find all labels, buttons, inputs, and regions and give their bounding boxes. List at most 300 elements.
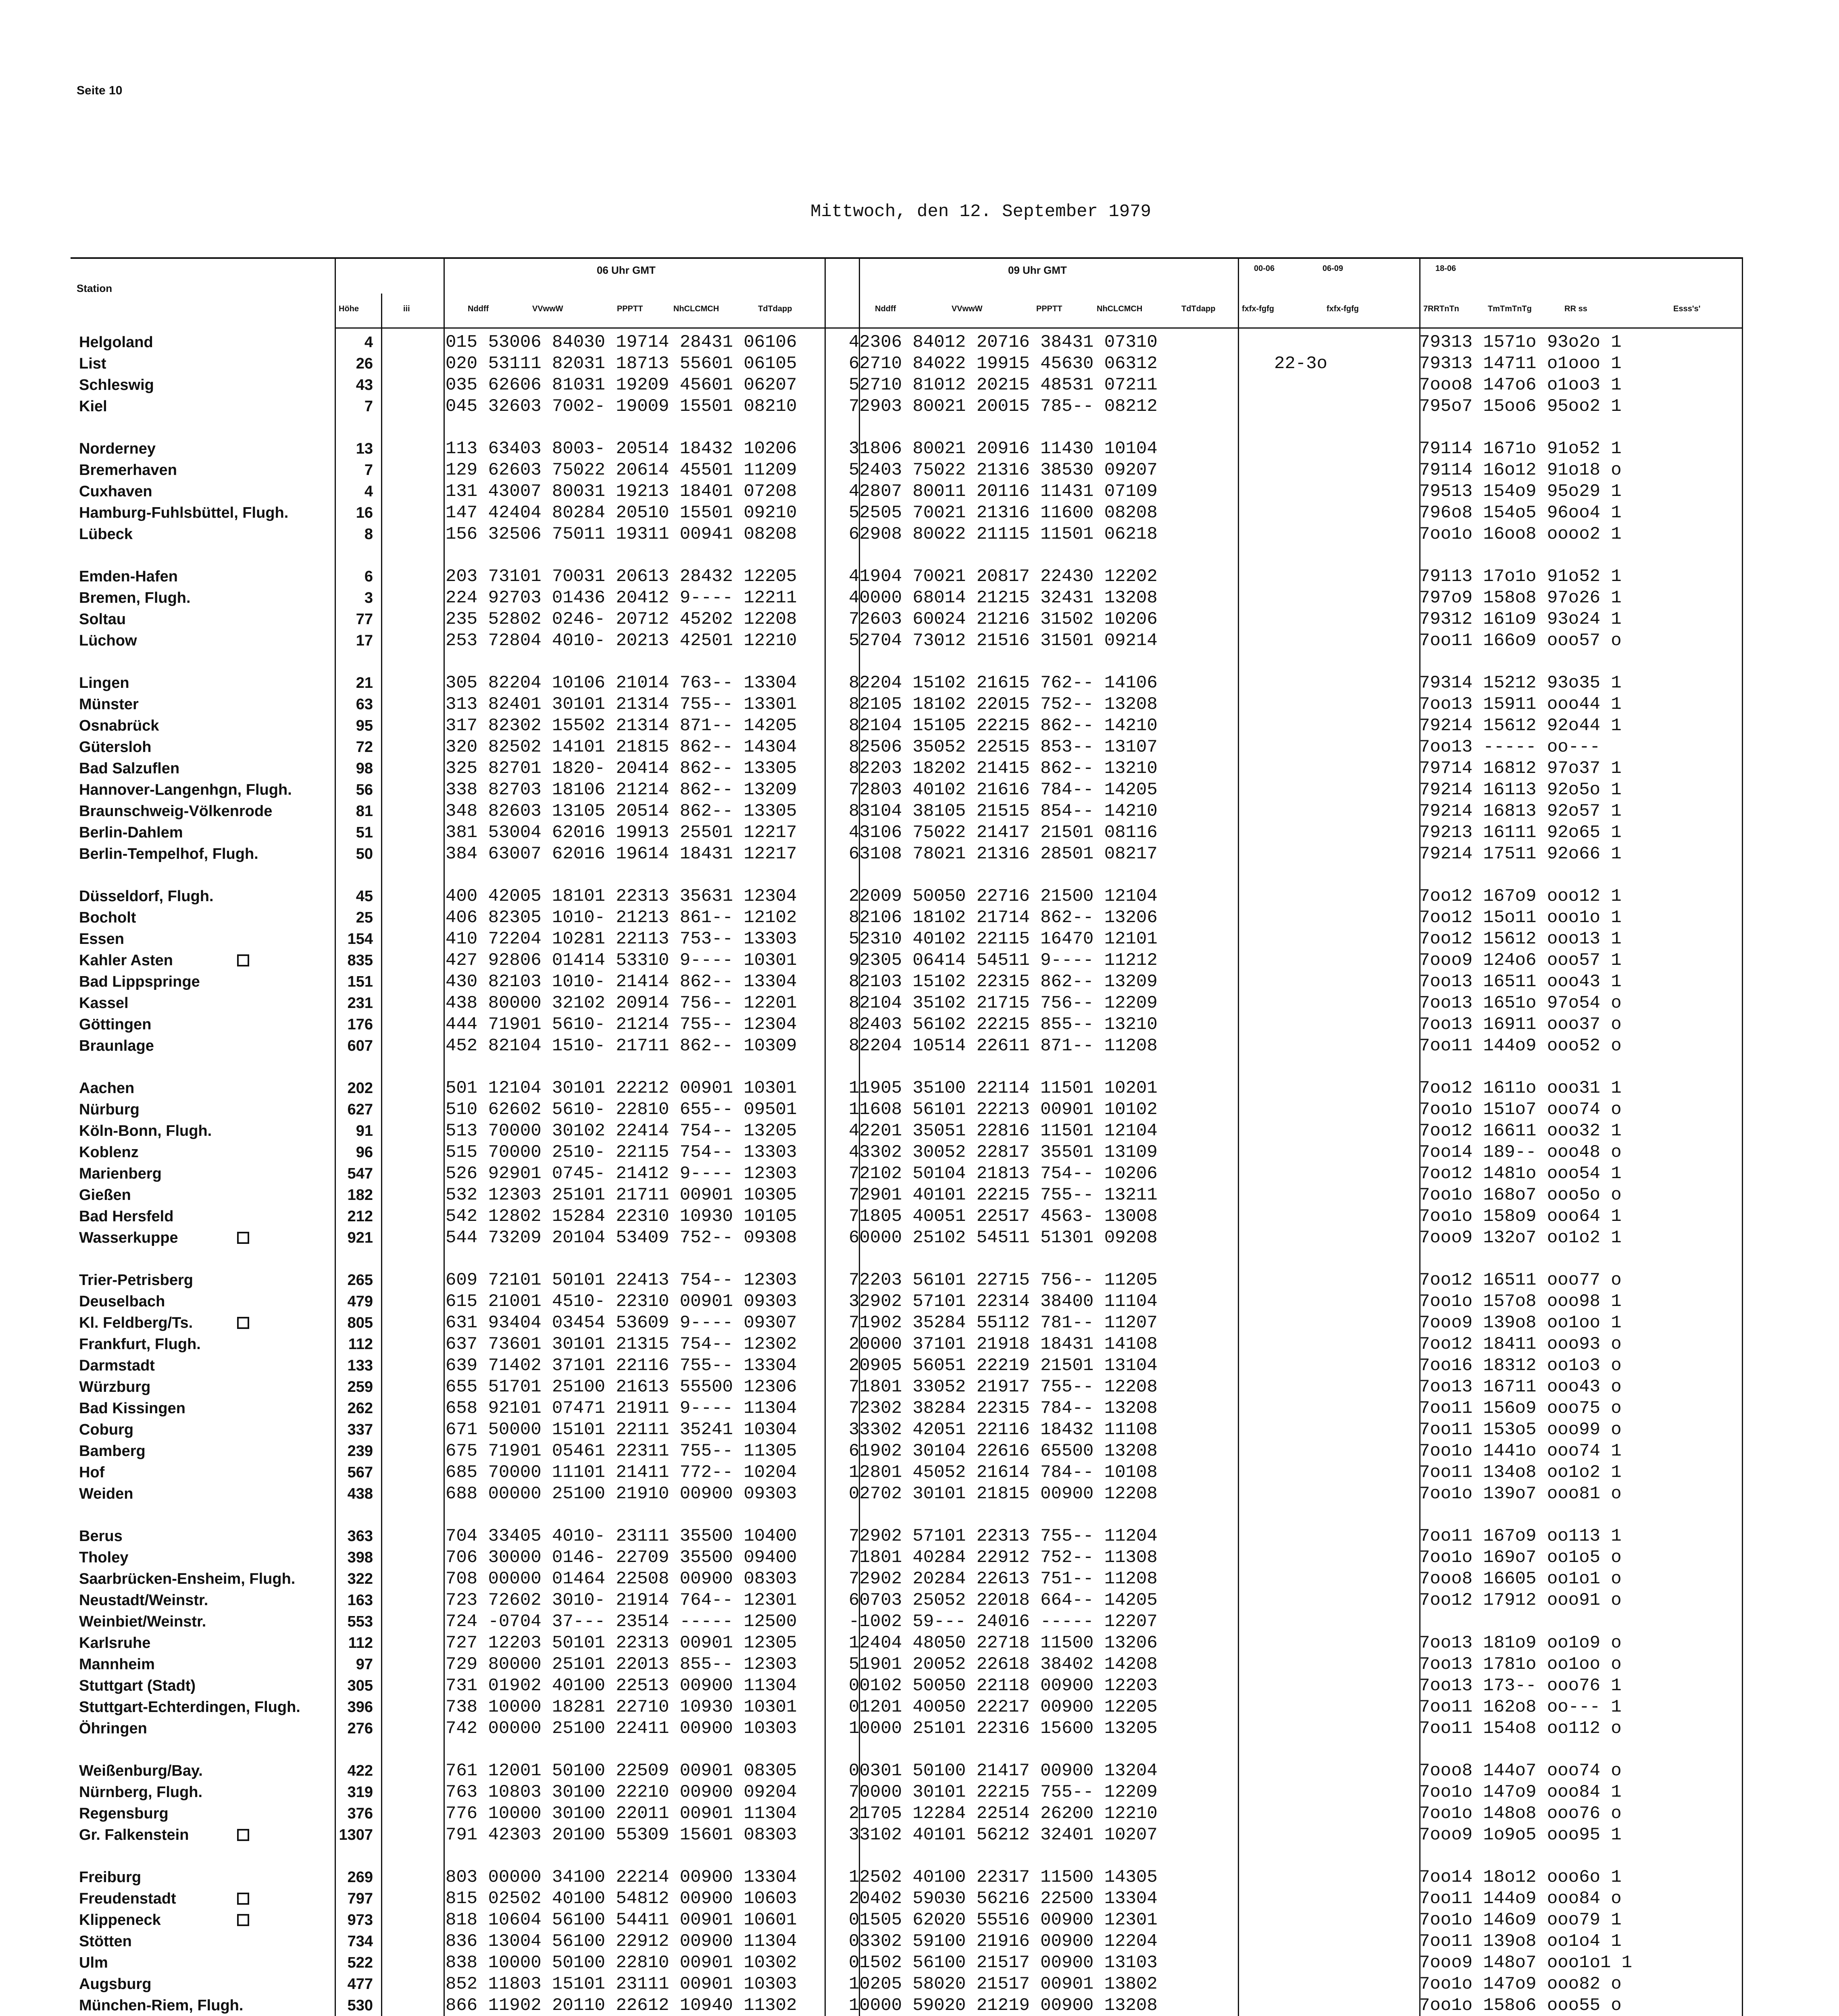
obs-06utc: 724 -0704 37--- 23514 ----- 12500	[446, 1612, 797, 1632]
station-name: Frankfurt, Flugh.	[79, 1336, 201, 1353]
station-height: 151	[347, 973, 373, 990]
station-height: 1307	[339, 1826, 373, 1843]
obs-09utc: 02702 30101 21815 00900 12208	[849, 1484, 1158, 1504]
obs-09utc: 00301 50100 21417 00900 13204	[849, 1761, 1158, 1781]
obs-09utc: 60000 25102 54511 51301 09208	[849, 1228, 1158, 1248]
obs-06utc: 203 73101 70031 20613 28432 12205	[446, 566, 797, 587]
obs-09utc: 71801 40284 22912 752-- 11308	[849, 1547, 1158, 1568]
station-height: 973	[347, 1912, 373, 1929]
station-name: Düsseldorf, Flugh.	[79, 888, 214, 905]
station-height: 567	[347, 1464, 373, 1481]
obs-09utc: 52505 70021 21316 11600 08208	[849, 503, 1158, 523]
obs-06utc: 658 92101 07471 21911 9---- 11304	[446, 1398, 797, 1418]
obs-09utc: 01201 40050 22217 00900 12205	[849, 1697, 1158, 1717]
header-block-09: 09 Uhr GMT	[1008, 264, 1067, 276]
temp-precip-1806: 7oo12 16611 ooo32 1	[1419, 1121, 1622, 1141]
table-row	[0, 1803, 1839, 1824]
station-height: 51	[356, 824, 373, 841]
obs-09utc: -1002 59--- 24016 ----- 12207	[849, 1612, 1158, 1632]
obs-06utc: 400 42005 18101 22313 35631 12304	[446, 886, 797, 906]
gust-max: 22-3o	[1274, 354, 1328, 374]
temp-precip-1806: 7oo12 15o11 ooo1o 1	[1419, 908, 1622, 928]
temp-precip-1806: 79313 14711 o1ooo 1	[1419, 354, 1622, 374]
obs-09utc: 11608 56101 22213 00901 10102	[849, 1100, 1158, 1120]
obs-09utc: 10000 59020 21219 00900 13208	[849, 1995, 1158, 2016]
temp-precip-1806: 7oo1o 157o8 ooo98 1	[1419, 1291, 1622, 1312]
obs-09utc: 82104 15105 22215 862-- 14210	[849, 716, 1158, 736]
table-row	[0, 1141, 1839, 1163]
station-height: 72	[356, 739, 373, 756]
temp-precip-1806: 79113 17o1o 91o52 1	[1419, 566, 1622, 587]
station-height: 8	[364, 526, 373, 543]
obs-06utc: 235 52802 0246- 20712 45202 12208	[446, 609, 797, 629]
table-row	[0, 1696, 1839, 1718]
station-height: 45	[356, 888, 373, 905]
obs-09utc: 82204 15102 21615 762-- 14106	[849, 673, 1158, 693]
header-block-06: 06 Uhr GMT	[597, 264, 656, 276]
station-name: Öhringen	[79, 1720, 147, 1737]
obs-09utc: 42201 35051 22816 11501 12104	[849, 1121, 1158, 1141]
obs-06utc: 501 12104 30101 22212 00901 10301	[446, 1078, 797, 1098]
obs-06utc: 675 71901 05461 22311 755-- 11305	[446, 1441, 797, 1461]
table-row	[0, 1931, 1839, 1952]
obs-06utc: 818 10604 56100 54411 00901 10601	[446, 1910, 797, 1930]
obs-06utc: 836 13004 56100 22912 00900 11304	[446, 1931, 797, 1951]
header-hoehe: Höhe	[339, 304, 359, 313]
table-row	[0, 1077, 1839, 1099]
obs-06utc: 513 70000 30102 22414 754-- 13205	[446, 1121, 797, 1141]
station-name: Schleswig	[79, 377, 154, 394]
obs-06utc: 742 00000 25100 22411 00900 10303	[446, 1718, 797, 1739]
station-name: Osnabrück	[79, 717, 159, 734]
temp-precip-1806: 7oo12 1611o ooo31 1	[1419, 1078, 1622, 1098]
obs-09utc: 72803 40102 21616 784-- 14205	[849, 780, 1158, 800]
station-height: 50	[356, 846, 373, 862]
station-height: 56	[356, 781, 373, 798]
station-height: 25	[356, 909, 373, 926]
station-height: 422	[347, 1762, 373, 1779]
temp-precip-1806: 79214 15612 92o44 1	[1419, 716, 1622, 736]
obs-06utc: 406 82305 1010- 21213 861-- 12102	[446, 908, 797, 928]
obs-06utc: 532 12303 25101 21711 00901 10305	[446, 1185, 797, 1205]
station-name: Bad Salzuflen	[79, 760, 180, 777]
temp-precip-1806: 79114 16o12 91o18 o	[1419, 460, 1622, 480]
station-height: 176	[347, 1016, 373, 1033]
header-sub-6: Esss's'	[1673, 304, 1701, 313]
obs-06utc: 671 50000 15101 22111 35241 10304	[446, 1420, 797, 1440]
station-height: 319	[347, 1784, 373, 1801]
table-row	[0, 1440, 1839, 1462]
obs-06utc: 708 00000 01464 22508 00900 08303	[446, 1569, 797, 1589]
obs-09utc: 62908 80022 21115 11501 06218	[849, 524, 1158, 544]
table-row	[0, 1589, 1839, 1611]
obs-06utc: 224 92703 01436 20412 9---- 12211	[446, 588, 797, 608]
station-name: Nürburg	[79, 1101, 140, 1118]
temp-precip-1806: 7oo12 17912 ooo91 o	[1419, 1590, 1622, 1610]
temp-precip-1806: 7oo11 162o8 oo--- 1	[1419, 1697, 1622, 1717]
station-height: 269	[347, 1869, 373, 1886]
temp-precip-1806: 7oo1o 147o9 ooo82 o	[1419, 1974, 1622, 1994]
table-row	[0, 1654, 1839, 1675]
temp-precip-1806: 79213 16111 92o65 1	[1419, 823, 1622, 843]
obs-06utc: 639 71402 37101 22116 755-- 13304	[446, 1356, 797, 1376]
obs-09utc: 52403 75022 21316 38530 09207	[849, 460, 1158, 480]
table-row	[0, 523, 1839, 545]
station-height: 212	[347, 1208, 373, 1225]
table-row	[0, 1376, 1839, 1398]
station-name: Berlin-Dahlem	[79, 824, 183, 841]
obs-06utc: 704 33405 4010- 23111 35500 10400	[446, 1526, 797, 1546]
temp-precip-1806: 7oo13 1651o 97o54 o	[1419, 993, 1622, 1013]
station-name: Kahler Asten	[79, 952, 173, 969]
station-name: Lübeck	[79, 526, 133, 543]
station-height: 95	[356, 717, 373, 734]
table-row	[0, 1333, 1839, 1355]
header-iii: iii	[403, 304, 410, 313]
station-name: Hannover-Langenhgn, Flugh.	[79, 781, 292, 798]
obs-09utc: 00102 50050 22118 00900 12203	[849, 1676, 1158, 1696]
temp-precip-1806: 7oo1o 158o6 ooo55 o	[1419, 1995, 1622, 2016]
header-0006: 00-06	[1254, 264, 1275, 273]
temp-precip-1806: 7oo1o 158o9 ooo64 1	[1419, 1206, 1622, 1227]
station-name: Lüchow	[79, 632, 137, 649]
station-name: Münster	[79, 696, 139, 713]
obs-09utc: 22009 50050 22716 21500 12104	[849, 886, 1158, 906]
temp-precip-1806: 796o8 154o5 96oo4 1	[1419, 503, 1622, 523]
station-name: Regensburg	[79, 1805, 169, 1822]
table-row	[0, 907, 1839, 929]
temp-precip-1806: 7oo13 16511 ooo43 1	[1419, 972, 1622, 992]
obs-09utc: 43302 30052 22817 35501 13109	[849, 1142, 1158, 1162]
table-row	[0, 822, 1839, 843]
obs-06utc: 313 82401 30101 21314 755-- 13301	[446, 694, 797, 714]
obs-09utc: 82403 56102 22215 855-- 13210	[849, 1014, 1158, 1035]
table-row	[0, 928, 1839, 950]
table-row	[0, 1866, 1839, 1888]
obs-06utc: 020 53111 82031 18713 55601 06105	[446, 354, 797, 374]
station-height: 96	[356, 1144, 373, 1161]
table-row	[0, 1483, 1839, 1505]
mountain-station-square-icon	[237, 1914, 249, 1926]
temp-precip-1806: 79313 1571o 93o2o 1	[1419, 332, 1622, 352]
obs-06utc: 510 62602 5610- 22810 655-- 09501	[446, 1100, 797, 1120]
station-height: 7	[364, 398, 373, 415]
station-height: 477	[347, 1976, 373, 1993]
obs-09utc: 10000 25101 22316 15600 13205	[849, 1718, 1158, 1739]
table-row	[0, 1909, 1839, 1931]
station-height: 21	[356, 675, 373, 691]
obs-09utc: 03302 59100 21916 00900 12204	[849, 1931, 1158, 1951]
obs-09utc: 11905 35100 22114 11501 10201	[849, 1078, 1158, 1098]
table-row	[0, 1547, 1839, 1568]
station-name: Neustadt/Weinstr.	[79, 1592, 208, 1609]
header-09-nddff: Nddff	[875, 304, 896, 313]
temp-precip-1806: 79714 16812 97o37 1	[1419, 758, 1622, 779]
table-row	[0, 672, 1839, 694]
obs-09utc: 32902 57101 22314 38400 11104	[849, 1291, 1158, 1312]
station-height: 133	[347, 1357, 373, 1374]
station-name: Gütersloh	[79, 739, 152, 756]
obs-06utc: 384 63007 62016 19614 18431 12217	[446, 844, 797, 864]
header-1806: 18-06	[1435, 264, 1456, 273]
station-height: 3	[364, 589, 373, 606]
station-height: 276	[347, 1720, 373, 1737]
table-row	[0, 331, 1839, 353]
station-height: 13	[356, 440, 373, 457]
station-name: Marienberg	[79, 1165, 162, 1182]
table-row	[0, 715, 1839, 737]
header-06-ppptt: PPPTT	[617, 304, 643, 313]
obs-09utc: 92305 06414 54511 9---- 11212	[849, 950, 1158, 971]
temp-precip-1806: 7oo11 139o8 oo1o4 1	[1419, 1931, 1622, 1951]
obs-06utc: 776 10000 30100 22011 00901 11304	[446, 1804, 797, 1824]
station-name: Karlsruhe	[79, 1635, 151, 1652]
obs-06utc: 738 10000 18281 22710 10930 10301	[446, 1697, 797, 1717]
station-height: 26	[356, 355, 373, 372]
header-06-vvwww: VVwwW	[532, 304, 563, 313]
station-name: Würzburg	[79, 1379, 151, 1395]
temp-precip-1806: 7oo11 166o9 ooo57 o	[1419, 631, 1622, 651]
obs-09utc: 31806 80021 20916 11430 10104	[849, 439, 1158, 459]
station-name: Essen	[79, 931, 124, 948]
obs-09utc: 20402 59030 56216 22500 13304	[849, 1889, 1158, 1909]
table-row	[0, 502, 1839, 524]
table-row	[0, 1014, 1839, 1035]
table-row	[0, 1120, 1839, 1142]
temp-precip-1806: 7ooo9 148o7 ooo1o1 1	[1419, 1953, 1633, 1973]
obs-09utc: 33102 40101 56212 32401 10207	[849, 1825, 1158, 1845]
temp-precip-1806: 7oo1o 147o9 ooo84 1	[1419, 1782, 1622, 1802]
obs-06utc: 427 92806 01414 53310 9---- 10301	[446, 950, 797, 971]
obs-09utc: 01505 62020 55516 00900 12301	[849, 1910, 1158, 1930]
mountain-station-square-icon	[237, 1893, 249, 1905]
temp-precip-1806: 7oo11 144o9 ooo84 o	[1419, 1889, 1622, 1909]
station-name: Stötten	[79, 1933, 132, 1950]
station-height: 17	[356, 632, 373, 649]
station-height: 805	[347, 1314, 373, 1331]
table-row	[0, 1611, 1839, 1633]
station-name: Weinbiet/Weinstr.	[79, 1613, 206, 1630]
station-name: Nürnberg, Flugh.	[79, 1784, 203, 1801]
temp-precip-1806: 7oo1o 146o9 ooo79 1	[1419, 1910, 1622, 1930]
station-name: Braunlage	[79, 1037, 154, 1054]
temp-precip-1806: 79513 154o9 95o29 1	[1419, 481, 1622, 502]
obs-06utc: 688 00000 25100 21910 00900 09303	[446, 1484, 797, 1504]
table-row	[0, 566, 1839, 587]
temp-precip-1806: 7oo12 167o9 ooo12 1	[1419, 886, 1622, 906]
table-row	[0, 1525, 1839, 1547]
obs-06utc: 838 10000 50100 22810 00901 10302	[446, 1953, 797, 1973]
obs-06utc: 320 82502 14101 21815 862-- 14304	[446, 737, 797, 757]
station-name: Bad Kissingen	[79, 1400, 185, 1417]
station-height: 182	[347, 1187, 373, 1204]
obs-06utc: 727 12203 50101 22313 00901 12305	[446, 1633, 797, 1653]
mountain-station-square-icon	[237, 1232, 249, 1244]
station-height: 77	[356, 611, 373, 628]
table-row	[0, 1184, 1839, 1206]
station-name: Berus	[79, 1528, 123, 1545]
table-row	[0, 396, 1839, 417]
obs-09utc: 33302 42051 22116 18432 11108	[849, 1420, 1158, 1440]
temp-precip-1806: 79214 16113 92o5o 1	[1419, 780, 1622, 800]
temp-precip-1806: 7oo13 181o9 oo1o9 o	[1419, 1633, 1622, 1653]
mountain-station-square-icon	[237, 954, 249, 966]
temp-precip-1806: 797o9 158o8 97o26 1	[1419, 588, 1622, 608]
table-row	[0, 1227, 1839, 1249]
temp-precip-1806: 79312 161o9 93o24 1	[1419, 609, 1622, 629]
station-name: Wasserkuppe	[79, 1229, 178, 1246]
obs-06utc: 156 32506 75011 19311 00941 08208	[446, 524, 797, 544]
temp-precip-1806: 7oo11 156o9 ooo75 o	[1419, 1398, 1622, 1418]
temp-precip-1806: 7oo11 167o9 oo113 1	[1419, 1526, 1622, 1546]
obs-09utc: 12801 45052 21614 784-- 10108	[849, 1462, 1158, 1483]
obs-09utc: 01502 56100 21517 00900 13103	[849, 1953, 1158, 1973]
table-row	[0, 1099, 1839, 1120]
station-height: 363	[347, 1528, 373, 1545]
station-name: Hof	[79, 1464, 105, 1481]
station-name: Kassel	[79, 995, 129, 1012]
temp-precip-1806: 7ooo8 144o7 ooo74 o	[1419, 1761, 1622, 1781]
table-row	[0, 630, 1839, 652]
obs-06utc: 452 82104 1510- 21711 862-- 10309	[446, 1036, 797, 1056]
obs-06utc: 410 72204 10281 22113 753-- 13303	[446, 929, 797, 949]
obs-06utc: 761 12001 50100 22509 00901 08305	[446, 1761, 797, 1781]
station-height: 530	[347, 1997, 373, 2014]
station-name: Bremerhaven	[79, 462, 177, 479]
obs-06utc: 045 32603 7002- 19009 15501 08210	[446, 396, 797, 417]
station-height: 259	[347, 1379, 373, 1395]
obs-06utc: 317 82302 15502 21314 871-- 14205	[446, 716, 797, 736]
header-09-clouds: NhCLCMCH	[1097, 304, 1143, 313]
obs-06utc: 305 82204 10106 21014 763-- 13304	[446, 673, 797, 693]
obs-09utc: 60703 25052 22018 664-- 14205	[849, 1590, 1158, 1610]
temp-precip-1806: 7oo11 134o8 oo1o2 1	[1419, 1462, 1622, 1483]
obs-06utc: 763 10803 30100 22210 00900 09204	[446, 1782, 797, 1802]
station-name: Darmstadt	[79, 1357, 155, 1374]
station-name: Bamberg	[79, 1443, 146, 1460]
station-height: 438	[347, 1485, 373, 1502]
table-row	[0, 1312, 1839, 1334]
obs-09utc: 40000 68014 21215 32431 13208	[849, 588, 1158, 608]
table-row	[0, 587, 1839, 609]
temp-precip-1806: 7ooo8 16605 oo1o1 o	[1419, 1569, 1622, 1589]
station-name: Köln-Bonn, Flugh.	[79, 1123, 212, 1139]
station-name: Hamburg-Fuhlsbüttel, Flugh.	[79, 504, 289, 521]
obs-06utc: 015 53006 84030 19714 28431 06106	[446, 332, 797, 352]
obs-06utc: 609 72101 50101 22413 754-- 12303	[446, 1270, 797, 1290]
station-name: Mannheim	[79, 1656, 155, 1673]
obs-06utc: 803 00000 34100 22214 00900 13304	[446, 1867, 797, 1887]
station-height: 81	[356, 803, 373, 820]
obs-06utc: 852 11803 15101 23111 00901 10303	[446, 1974, 797, 1994]
temp-precip-1806: 79214 16813 92o57 1	[1419, 801, 1622, 821]
station-height: 797	[347, 1890, 373, 1907]
station-name: Emden-Hafen	[79, 568, 178, 585]
obs-09utc: 72903 80021 20015 785-- 08212	[849, 396, 1158, 417]
station-height: 553	[347, 1613, 373, 1630]
obs-09utc: 20905 56051 22219 21501 13104	[849, 1356, 1158, 1376]
temp-precip-1806: 7oo1o 151o7 ooo74 o	[1419, 1100, 1622, 1120]
temp-precip-1806: 7oo1o 16oo8 oooo2 1	[1419, 524, 1622, 544]
obs-06utc: 438 80000 32102 20914 756-- 12201	[446, 993, 797, 1013]
table-row	[0, 1163, 1839, 1185]
obs-09utc: 51901 20052 22618 38402 14208	[849, 1654, 1158, 1674]
station-name: Stuttgart-Echterdingen, Flugh.	[79, 1699, 300, 1716]
station-name: Soltau	[79, 611, 126, 628]
obs-09utc: 71805 40051 22517 4563- 13008	[849, 1206, 1158, 1227]
station-height: 163	[347, 1592, 373, 1609]
station-name: Bad Hersfeld	[79, 1208, 174, 1225]
station-height: 4	[364, 334, 373, 351]
obs-06utc: 113 63403 8003- 20514 18432 10206	[446, 439, 797, 459]
obs-09utc: 82203 18202 21415 862-- 13210	[849, 758, 1158, 779]
obs-09utc: 72603 60024 21216 31502 10206	[849, 609, 1158, 629]
obs-06utc: 338 82703 18106 21214 862-- 13209	[446, 780, 797, 800]
temp-precip-1806: 7ooo8 147o6 o1oo3 1	[1419, 375, 1622, 395]
station-height: 305	[347, 1677, 373, 1694]
station-height: 202	[347, 1080, 373, 1097]
station-name: Freiburg	[79, 1869, 142, 1886]
obs-06utc: 685 70000 11101 21411 772-- 10204	[446, 1462, 797, 1483]
station-name: Weiden	[79, 1485, 133, 1502]
table-row	[0, 736, 1839, 758]
station-height: 43	[356, 377, 373, 394]
obs-09utc: 71902 35284 55112 781-- 11207	[849, 1313, 1158, 1333]
station-name: Bocholt	[79, 909, 136, 926]
station-name: Göttingen	[79, 1016, 152, 1033]
temp-precip-1806: 7oo1o 169o7 oo1o5 o	[1419, 1547, 1622, 1568]
station-height: 547	[347, 1165, 373, 1182]
table-row	[0, 459, 1839, 481]
obs-09utc: 72302 38284 22315 784-- 13208	[849, 1398, 1158, 1418]
station-height: 337	[347, 1421, 373, 1438]
obs-06utc: 147 42404 80284 20510 15501 09210	[446, 503, 797, 523]
table-row	[0, 1419, 1839, 1441]
obs-06utc: 723 72602 3010- 21914 764-- 12301	[446, 1590, 797, 1610]
obs-06utc: 731 01902 40100 22513 00900 11304	[446, 1676, 797, 1696]
table-row	[0, 353, 1839, 375]
station-name: Cuxhaven	[79, 483, 152, 500]
station-name: Braunschweig-Völkenrode	[79, 803, 273, 820]
station-name: Freudenstadt	[79, 1890, 176, 1907]
obs-09utc: 52310 40102 22115 16470 12101	[849, 929, 1158, 949]
temp-precip-1806: 7oo1o 1441o ooo74 1	[1419, 1441, 1622, 1461]
obs-09utc: 82104 35102 21715 756-- 12209	[849, 993, 1158, 1013]
table-row	[0, 992, 1839, 1014]
temp-precip-1806: 7oo11 153o5 ooo99 o	[1419, 1420, 1622, 1440]
obs-06utc: 515 70000 2510- 22115 754-- 13303	[446, 1142, 797, 1162]
obs-09utc: 72901 40101 22215 755-- 13211	[849, 1185, 1158, 1205]
station-height: 835	[347, 952, 373, 969]
obs-09utc: 43106 75022 21417 21501 08116	[849, 823, 1158, 843]
obs-09utc: 82106 18102 21714 862-- 13206	[849, 908, 1158, 928]
header-0609: 06-09	[1322, 264, 1343, 273]
table-row	[0, 608, 1839, 630]
station-height: 921	[347, 1229, 373, 1246]
station-height: 63	[356, 696, 373, 713]
obs-06utc: 035 62606 81031 19209 45601 06207	[446, 375, 797, 395]
temp-precip-1806: 7oo12 16511 ooo77 o	[1419, 1270, 1622, 1290]
table-row	[0, 950, 1839, 971]
station-name: Trier-Petrisberg	[79, 1272, 193, 1289]
station-height: 262	[347, 1400, 373, 1417]
temp-precip-1806: 7oo13 16911 ooo37 o	[1419, 1014, 1622, 1035]
temp-precip-1806: 79314 15212 93o35 1	[1419, 673, 1622, 693]
station-name: Stuttgart (Stadt)	[79, 1677, 196, 1694]
obs-06utc: 325 82701 1820- 20414 862-- 13305	[446, 758, 797, 779]
table-row	[0, 779, 1839, 801]
station-name: Gießen	[79, 1187, 131, 1204]
